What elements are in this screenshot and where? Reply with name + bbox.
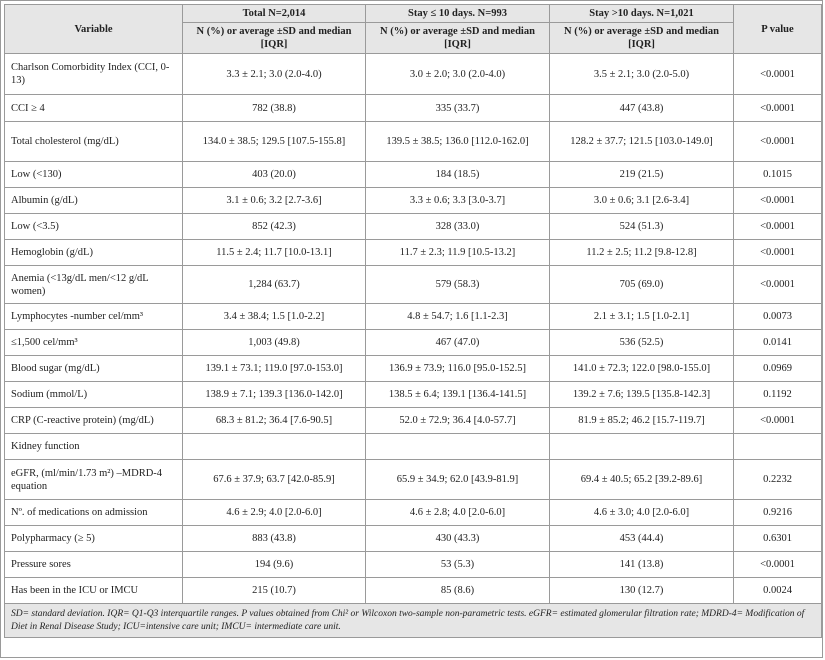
row-total: 852 (42.3) (183, 214, 366, 240)
row-long: 3.5 ± 2.1; 3.0 (2.0-5.0) (550, 54, 734, 95)
row-pvalue: <0.0001 (734, 214, 822, 240)
row-total: 4.6 ± 2.9; 4.0 [2.0-6.0] (183, 500, 366, 526)
row-variable: Charlson Comorbidity Index (CCI, 0-13) (5, 54, 183, 95)
table-row (5, 122, 822, 162)
row-total (183, 434, 366, 460)
row-variable: Lymphocytes -number cel/mm³ (5, 304, 183, 330)
row-total: 138.9 ± 7.1; 139.3 [136.0-142.0] (183, 382, 366, 408)
row-variable: Low (<130) (5, 162, 183, 188)
row-long: 2.1 ± 3.1; 1.5 [1.0-2.1] (550, 304, 734, 330)
row-pvalue: 0.0969 (734, 356, 822, 382)
row-long: 453 (44.4) (550, 526, 734, 552)
row-pvalue: 0.6301 (734, 526, 822, 552)
row-short: 139.5 ± 38.5; 136.0 [112.0-162.0] (366, 122, 550, 162)
row-variable: Nº. of medications on admission (5, 500, 183, 526)
row-variable: Hemoglobin (g/dL) (5, 240, 183, 266)
row-long: 11.2 ± 2.5; 11.2 [9.8-12.8] (550, 240, 734, 266)
row-pvalue: <0.0001 (734, 266, 822, 304)
header-variable: Variable (5, 5, 183, 54)
table-row (5, 460, 822, 500)
row-long: 4.6 ± 3.0; 4.0 [2.0-6.0] (550, 500, 734, 526)
table-row (5, 54, 822, 95)
subheader-long: N (%) or average ±SD and median [IQR] (550, 23, 734, 54)
subheader-total: N (%) or average ±SD and median [IQR] (183, 23, 366, 54)
row-pvalue: <0.0001 (734, 240, 822, 266)
row-variable: eGFR, (ml/min/1.73 m²) –MDRD-4 equation (5, 460, 183, 500)
row-short: 85 (8.6) (366, 578, 550, 604)
row-long: 128.2 ± 37.7; 121.5 [103.0-149.0] (550, 122, 734, 162)
row-pvalue: 0.0024 (734, 578, 822, 604)
row-pvalue: 0.1015 (734, 162, 822, 188)
row-pvalue (734, 434, 822, 460)
row-pvalue: <0.0001 (734, 408, 822, 434)
row-variable: Anemia (<13g/dL men/<12 g/dL women) (5, 266, 183, 304)
row-long: 130 (12.7) (550, 578, 734, 604)
header-stay-long: Stay >10 days. N=1,021 (550, 5, 734, 23)
row-variable: Kidney function (5, 434, 183, 460)
row-long: 141.0 ± 72.3; 122.0 [98.0-155.0] (550, 356, 734, 382)
table-row-section (5, 434, 822, 460)
row-variable: Pressure sores (5, 552, 183, 578)
row-total: 883 (43.8) (183, 526, 366, 552)
table-row (5, 95, 822, 122)
row-pvalue: 0.1192 (734, 382, 822, 408)
row-total: 3.3 ± 2.1; 3.0 (2.0-4.0) (183, 54, 366, 95)
row-variable: CRP (C-reactive protein) (mg/dL) (5, 408, 183, 434)
table-row (5, 500, 822, 526)
row-long: 81.9 ± 85.2; 46.2 [15.7-119.7] (550, 408, 734, 434)
row-long: 705 (69.0) (550, 266, 734, 304)
row-pvalue: <0.0001 (734, 95, 822, 122)
row-total: 403 (20.0) (183, 162, 366, 188)
row-total: 139.1 ± 73.1; 119.0 [97.0-153.0] (183, 356, 366, 382)
row-long: 69.4 ± 40.5; 65.2 [39.2-89.6] (550, 460, 734, 500)
row-short: 184 (18.5) (366, 162, 550, 188)
row-total: 1,284 (63.7) (183, 266, 366, 304)
data-table (4, 4, 822, 638)
row-variable: CCI ≥ 4 (5, 95, 183, 122)
header-total: Total N=2,014 (183, 5, 366, 23)
row-short: 3.3 ± 0.6; 3.3 [3.0-3.7] (366, 188, 550, 214)
row-variable: Polypharmacy (≥ 5) (5, 526, 183, 552)
subheader-short: N (%) or average ±SD and median [IQR] (366, 23, 550, 54)
footnote-row (5, 604, 822, 638)
row-short: 4.8 ± 54.7; 1.6 [1.1-2.3] (366, 304, 550, 330)
table-footnote: SD= standard deviation. IQR= Q1-Q3 interquartile ranges. P values obtained from Chi² or Wilcoxon two-sample non-parametric tests. eGFR= estimated glomerular filtration rate; MDRD-4= Modification of Diet in Renal Disease Study; ICU=intensive care unit; IMCU= intermediate care unit. (5, 604, 822, 638)
row-short: 65.9 ± 34.9; 62.0 [43.9-81.9] (366, 460, 550, 500)
row-variable: Blood sugar (mg/dL) (5, 356, 183, 382)
table-row (5, 552, 822, 578)
table-row (5, 304, 822, 330)
table-row (5, 240, 822, 266)
table-row (5, 188, 822, 214)
row-long (550, 434, 734, 460)
table-row (5, 162, 822, 188)
row-short: 11.7 ± 2.3; 11.9 [10.5-13.2] (366, 240, 550, 266)
row-short: 52.0 ± 72.9; 36.4 [4.0-57.7] (366, 408, 550, 434)
row-variable: Sodium (mmol/L) (5, 382, 183, 408)
row-pvalue: 0.0141 (734, 330, 822, 356)
row-long: 524 (51.3) (550, 214, 734, 240)
row-short: 467 (47.0) (366, 330, 550, 356)
row-short: 430 (43.3) (366, 526, 550, 552)
row-short: 3.0 ± 2.0; 3.0 (2.0-4.0) (366, 54, 550, 95)
row-short: 136.9 ± 73.9; 116.0 [95.0-152.5] (366, 356, 550, 382)
row-pvalue: <0.0001 (734, 188, 822, 214)
table-row (5, 356, 822, 382)
row-pvalue: <0.0001 (734, 122, 822, 162)
row-long: 141 (13.8) (550, 552, 734, 578)
row-total: 3.4 ± 38.4; 1.5 [1.0-2.2] (183, 304, 366, 330)
table-row (5, 214, 822, 240)
row-total: 67.6 ± 37.9; 63.7 [42.0-85.9] (183, 460, 366, 500)
row-pvalue: 0.2232 (734, 460, 822, 500)
row-variable: ≤1,500 cel/mm³ (5, 330, 183, 356)
row-pvalue: <0.0001 (734, 552, 822, 578)
row-pvalue: 0.9216 (734, 500, 822, 526)
row-total: 68.3 ± 81.2; 36.4 [7.6-90.5] (183, 408, 366, 434)
row-total: 1,003 (49.8) (183, 330, 366, 356)
row-total: 134.0 ± 38.5; 129.5 [107.5-155.8] (183, 122, 366, 162)
row-short: 579 (58.3) (366, 266, 550, 304)
row-total: 782 (38.8) (183, 95, 366, 122)
row-short: 328 (33.0) (366, 214, 550, 240)
row-total: 194 (9.6) (183, 552, 366, 578)
row-short: 4.6 ± 2.8; 4.0 [2.0-6.0] (366, 500, 550, 526)
row-long: 219 (21.5) (550, 162, 734, 188)
row-long: 447 (43.8) (550, 95, 734, 122)
row-total: 215 (10.7) (183, 578, 366, 604)
row-total: 11.5 ± 2.4; 11.7 [10.0-13.1] (183, 240, 366, 266)
table-row (5, 578, 822, 604)
row-short: 138.5 ± 6.4; 139.1 [136.4-141.5] (366, 382, 550, 408)
row-pvalue: 0.0073 (734, 304, 822, 330)
table-row (5, 408, 822, 434)
row-variable: Low (<3.5) (5, 214, 183, 240)
table-row (5, 330, 822, 356)
row-variable: Has been in the ICU or IMCU (5, 578, 183, 604)
row-total: 3.1 ± 0.6; 3.2 [2.7-3.6] (183, 188, 366, 214)
row-short (366, 434, 550, 460)
table-row (5, 526, 822, 552)
row-long: 3.0 ± 0.6; 3.1 [2.6-3.4] (550, 188, 734, 214)
header-pvalue: P value (734, 5, 822, 54)
header-stay-short: Stay ≤ 10 days. N=993 (366, 5, 550, 23)
row-variable: Albumin (g/dL) (5, 188, 183, 214)
row-long: 536 (52.5) (550, 330, 734, 356)
row-short: 53 (5.3) (366, 552, 550, 578)
row-variable: Total cholesterol (mg/dL) (5, 122, 183, 162)
row-long: 139.2 ± 7.6; 139.5 [135.8-142.3] (550, 382, 734, 408)
table-row (5, 382, 822, 408)
table-row (5, 266, 822, 304)
row-pvalue: <0.0001 (734, 54, 822, 95)
row-short: 335 (33.7) (366, 95, 550, 122)
